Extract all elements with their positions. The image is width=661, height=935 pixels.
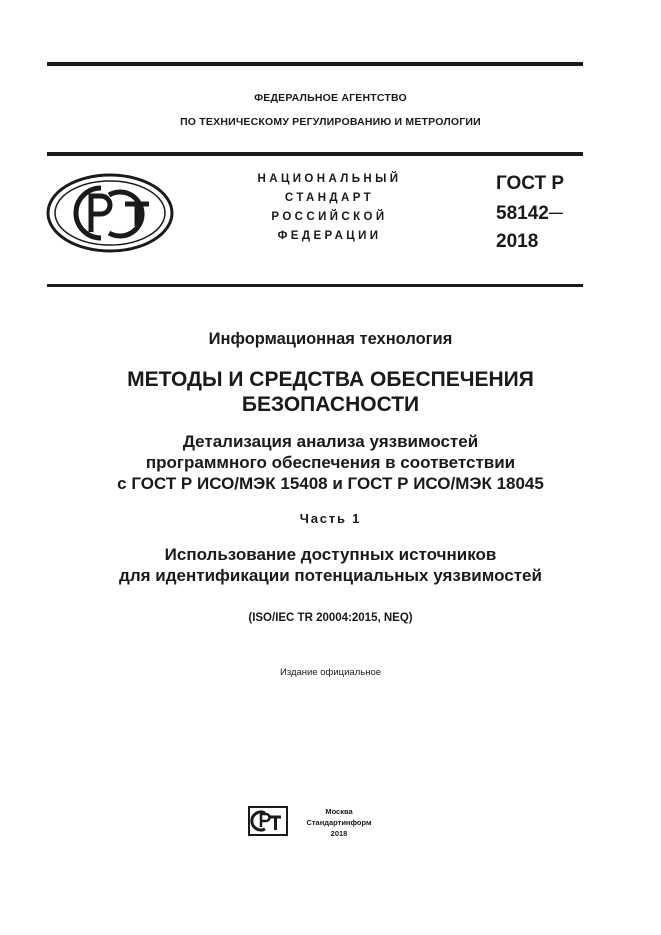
national-standard-label: [232, 170, 427, 246]
national-standard-line-3: РОССИЙСКОЙ: [271, 211, 388, 223]
subtitle-line-3: с ГОСТ Р ИСО/МЭК 15408 и ГОСТ Р ИСО/МЭК 18045: [117, 474, 544, 493]
part-number: Часть 1: [299, 511, 362, 526]
national-standard-line-4: ФЕДЕРАЦИИ: [277, 230, 382, 242]
main-title-line-1: МЕТОДЫ И СРЕДСТВА ОБЕСПЕЧЕНИЯ: [127, 368, 534, 391]
part-title-line-1: Использование доступных источников: [164, 545, 497, 564]
part-title-line-2: для идентификации потенциальных уязвимостей: [119, 566, 542, 585]
subtitle-line-2: программного обеспечения в соответствии: [145, 453, 516, 472]
national-standard-line-2: СТАНДАРТ: [284, 192, 375, 204]
publisher-city: Москва: [325, 807, 353, 816]
subtitle: [0, 431, 661, 494]
agency-line-1: ФЕДЕРАЛЬНОЕ АГЕНТСТВО: [254, 92, 407, 104]
gost-designation: [496, 170, 564, 256]
gost-r-logo-icon: [45, 172, 175, 254]
gost-number-line: [496, 198, 564, 228]
field-title: Информационная технология: [208, 330, 453, 348]
edition-label: Издание официальное: [279, 667, 382, 678]
publisher-year: 2018: [330, 829, 348, 838]
bottom-rule: [47, 284, 583, 287]
middle-rule: [47, 152, 583, 156]
top-rule: [47, 62, 583, 66]
subtitle-line-1: Детализация анализа уязвимостей: [182, 432, 479, 451]
gost-prefix: ГОСТ Р: [496, 173, 565, 194]
part-title: [0, 544, 661, 586]
publisher-info: [296, 806, 382, 839]
gost-year: 2018: [496, 231, 539, 252]
gost-number: 58142: [496, 203, 549, 224]
main-title: [0, 367, 661, 417]
gost-dash: —: [548, 204, 563, 220]
international-reference: (ISO/IEC TR 20004:2015, NEQ): [248, 612, 413, 624]
agency-line-2: ПО ТЕХНИЧЕСКОМУ РЕГУЛИРОВАНИЮ И МЕТРОЛОГИИ: [180, 116, 481, 128]
national-standard-line-1: НАЦИОНАЛЬНЫЙ: [257, 173, 402, 185]
main-title-line-2: БЕЗОПАСНОСТИ: [241, 393, 420, 416]
publisher-name: Стандартинформ: [306, 818, 372, 827]
standartinform-logo-icon: [248, 806, 288, 836]
